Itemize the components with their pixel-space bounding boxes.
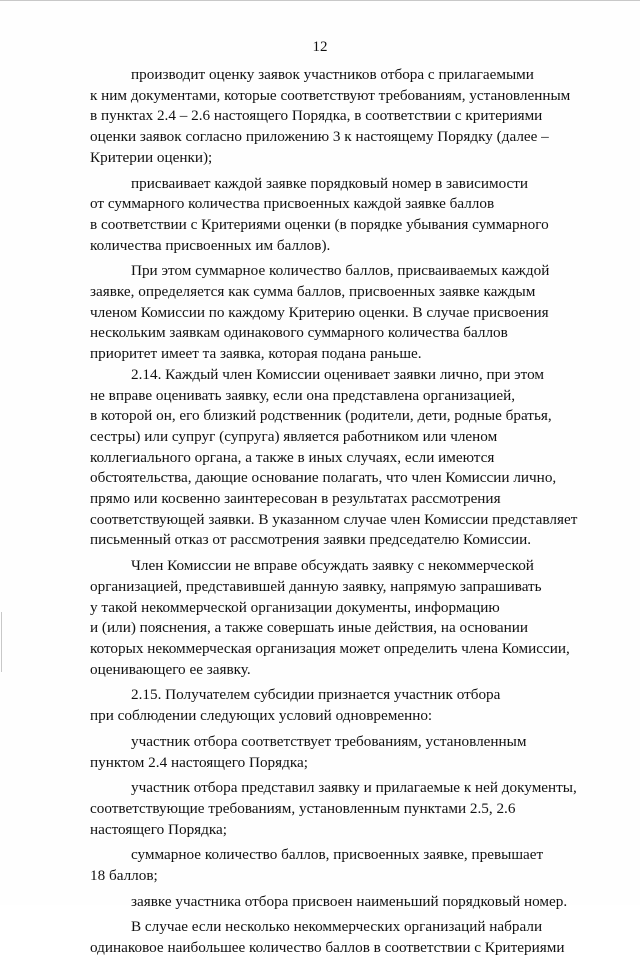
scan-edge-mark	[1, 612, 2, 672]
text-line: одинаковое наибольшее количество баллов в соответствии с Критериями	[90, 939, 565, 957]
text-line: в соответствии с Критериями оценки (в порядке убывания суммарного	[90, 215, 549, 233]
text-line: прямо или косвенно заинтересован в результатах рассмотрения	[90, 490, 501, 508]
document-body	[90, 65, 585, 959]
paragraph	[90, 685, 585, 726]
text-line: сестры) или супруг (супруга) является работником или членом	[90, 427, 498, 445]
text-line: обстоятельства, дающие основание полагать, что член Комиссии лично,	[90, 469, 557, 487]
text-line: нескольким заявкам одинакового суммарного количества баллов	[90, 324, 508, 342]
paragraph	[90, 556, 585, 680]
text-line: Критерии оценки);	[90, 148, 213, 166]
paragraph	[90, 365, 585, 551]
paragraph	[90, 174, 585, 257]
text-line: суммарное количество баллов, присвоенных заявке, превышает	[131, 846, 544, 864]
text-line: соответствующие требованиям, установленным пунктами 2.5, 2.6	[90, 799, 516, 817]
text-line: производит оценку заявок участников отбора с прилагаемыми	[131, 66, 534, 83]
scan-edge-mark	[0, 0, 640, 1]
text-line: заявке участника отбора присвоен наименьший порядковый номер.	[131, 892, 568, 910]
text-line: оценивающего ее заявку.	[90, 660, 251, 678]
paragraph	[90, 892, 585, 913]
text-line: количества присвоенных им баллов).	[90, 236, 331, 254]
text-line: письменный отказ от рассмотрения заявки председателю Комиссии.	[90, 531, 531, 549]
text-line: организацией, представившей данную заявку, напрямую запрашивать	[90, 577, 542, 595]
text-line: и (или) пояснения, а также совершать иные действия, на основании	[90, 619, 529, 637]
text-line: членом Комиссии по каждому Критерию оценки. В случае присвоения	[90, 303, 549, 321]
paragraph	[90, 778, 585, 840]
paragraph	[90, 845, 585, 886]
paragraph	[90, 917, 585, 958]
text-line: к ним документами, которые соответствуют требованиям, установленным	[90, 86, 571, 104]
text-line: от суммарного количества присвоенных каждой заявке баллов	[90, 195, 495, 213]
text-line: участник отбора представил заявку и прилагаемые к ней документы,	[131, 779, 577, 797]
text-line: Член Комиссии не вправе обсуждать заявку с некоммерческой	[131, 557, 534, 575]
text-line: приоритет имеет та заявка, которая подана раньше.	[90, 345, 422, 363]
text-line: 2.15. Получателем субсидии признается участник отбора	[131, 686, 501, 704]
text-line: При этом суммарное количество баллов, присваиваемых каждой	[131, 262, 550, 280]
paragraph	[90, 732, 585, 773]
text-line: настоящего Порядка;	[90, 820, 227, 838]
page-number: 12	[312, 39, 328, 55]
text-line: заявке, определяется как сумма баллов, присвоенных заявке каждым	[90, 283, 536, 301]
text-line: не вправе оценивать заявку, если она представлена организацией,	[90, 386, 515, 404]
text-line: присваивает каждой заявке порядковый номер в зависимости	[131, 174, 529, 192]
text-line: 18 баллов;	[90, 867, 158, 885]
text-line: в которой он, его близкий родственник (родители, дети, родные братья,	[90, 407, 552, 425]
paragraph	[90, 65, 585, 169]
text-line: В случае если несколько некоммерческих организаций набрали	[131, 918, 543, 936]
text-line: соответствующей заявки. В указанном случае член Комиссии представляет	[90, 510, 578, 528]
text-line: оценки заявок согласно приложению 3 к настоящему Порядку (далее –	[90, 128, 549, 146]
text-line: при соблюдении следующих условий одновременно:	[90, 707, 433, 725]
text-line: пунктом 2.4 настоящего Порядка;	[90, 753, 308, 771]
text-line: у такой некоммерческой организации документы, информацию	[90, 598, 500, 616]
text-line: в пунктах 2.4 – 2.6 настоящего Порядка, в соответствии с критериями	[90, 107, 543, 125]
text-line: 2.14. Каждый член Комиссии оценивает заявки лично, при этом	[131, 365, 545, 383]
text-line: коллегиального органа, а также в иных случаях, если имеются	[90, 448, 495, 466]
text-line: которых некоммерческая организация может определить члена Комиссии,	[90, 639, 570, 657]
text-line: участник отбора соответствует требованиям, установленным	[131, 732, 527, 750]
paragraph	[90, 261, 585, 365]
